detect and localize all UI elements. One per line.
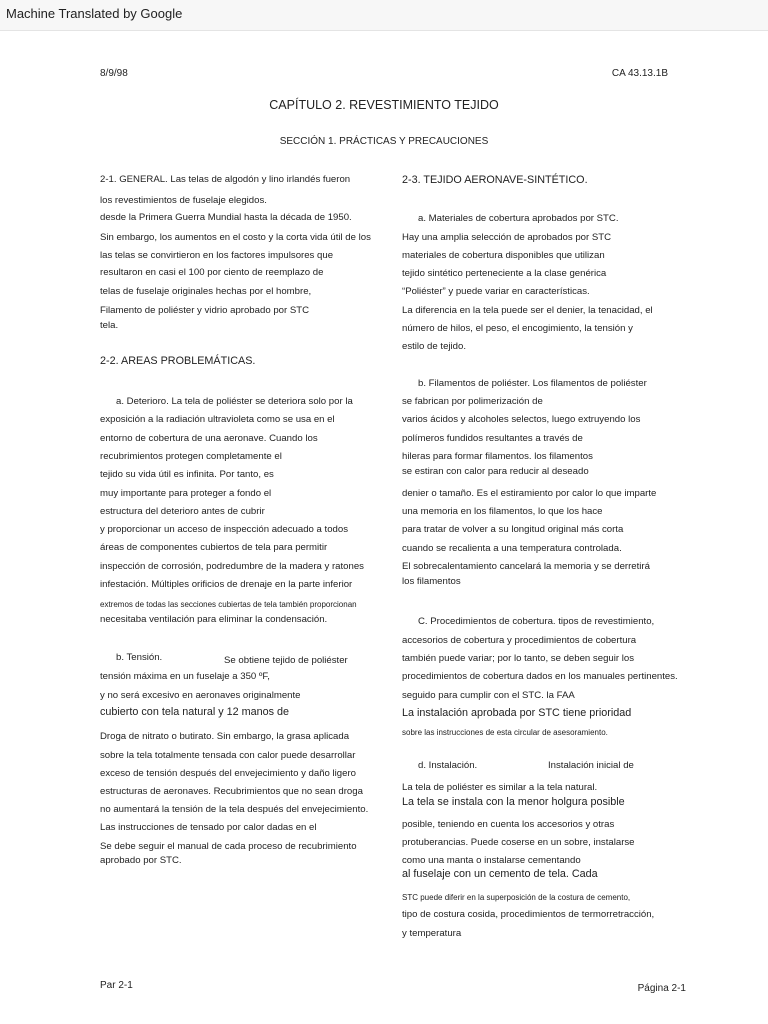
text-line: C. Procedimientos de cobertura. tipos de revestimiento,	[418, 616, 655, 627]
text-line: cubierto con tela natural y 12 manos de	[100, 706, 290, 718]
text-line: para tratar de volver a su longitud original más corta	[402, 524, 624, 535]
text-line: infestación. Múltiples orificios de drenaje en la parte inferior	[100, 579, 353, 590]
text-line: y proporcionar un acceso de inspección adecuado a todos	[100, 524, 349, 535]
text-line: número de hilos, el peso, el encogimiento, la tensión y	[402, 323, 633, 334]
text-line: La tela se instala con la menor holgura posible	[402, 796, 625, 808]
text-line: una memoria en los filamentos, lo que los hace	[402, 506, 603, 517]
text-line: “Poliéster” y puede variar en características.	[402, 286, 590, 297]
text-line: sobre las instrucciones de esta circular de asesoramiento.	[402, 728, 608, 737]
banner-text: Machine Translated by Google	[6, 6, 183, 21]
text-line: estructura del deterioro antes de cubrir	[100, 506, 265, 517]
text-line: necesitaba ventilación para eliminar la condensación.	[100, 614, 328, 625]
text-line: muy importante para proteger a fondo el	[100, 488, 272, 499]
section-title: SECCIÓN 1. PRÁCTICAS Y PRECAUCIONES	[279, 136, 489, 147]
text-line: tensión máxima en un fuselaje a 350 ºF,	[100, 671, 270, 682]
text-line: al fuselaje con un cemento de tela. Cada	[402, 868, 598, 880]
text-line: b. Tensión.	[116, 652, 163, 663]
text-line: estructuras de aeronaves. Recubrimientos que no sean droga	[100, 786, 363, 797]
text-line: La tela de poliéster es similar a la tela natural.	[402, 782, 598, 793]
header-document-code: CA 43.13.1B	[611, 68, 668, 79]
text-line: aprobado por STC.	[100, 855, 182, 866]
text-line: Sin embargo, los aumentos en el costo y la corta vida útil de los	[100, 232, 371, 243]
text-line: seguido para cumplir con el STC. la FAA	[402, 690, 575, 701]
text-line: a. Materiales de cobertura aprobados por STC.	[418, 213, 619, 224]
text-line: las telas se convirtieron en los factores impulsores que	[100, 250, 334, 261]
text-line: b. Filamentos de poliéster. Los filamentos de poliéster	[418, 378, 647, 389]
text-line: como una manta o instalarse cementando	[402, 855, 581, 866]
section-heading: 2-3. TEJIDO AERONAVE-SINTÉTICO.	[402, 174, 588, 186]
text-line: se estiran con calor para reducir al deseado	[402, 466, 589, 477]
text-line: Hay una amplia selección de aprobados por STC	[402, 232, 612, 243]
text-line: La instalación aprobada por STC tiene prioridad	[402, 707, 632, 719]
text-line: denier o tamaño. Es el estiramiento por calor lo que imparte	[402, 488, 657, 499]
footer-paragraph-ref: Par 2-1	[100, 980, 133, 991]
text-line: exposición a la radiación ultravioleta como se usa en el	[100, 414, 335, 425]
text-line: entorno de cobertura de una aeronave. Cuando los	[100, 433, 318, 444]
text-line: Se obtiene tejido de poliéster	[224, 655, 348, 666]
text-line: sobre la tela totalmente tensada con calor puede desarrollar	[100, 750, 356, 761]
text-line: se fabrican por polimerización de	[402, 396, 543, 407]
text-line: tejido sintético perteneciente a la clase genérica	[402, 268, 607, 279]
text-line: Se debe seguir el manual de cada proceso de recubrimiento	[100, 841, 357, 852]
text-line: STC puede diferir en la superposición de la costura de cemento,	[402, 893, 631, 902]
text-line: varios ácidos y alcoholes selectos, luego extruyendo los	[402, 414, 641, 425]
text-line: y no será excesivo en aeronaves originalmente	[100, 690, 301, 701]
text-line: polímeros fundidos resultantes a través de	[402, 433, 583, 444]
text-line: materiales de cobertura disponibles que utilizan	[402, 250, 605, 261]
text-line: telas de fuselaje originales hechas por el hombre,	[100, 286, 312, 297]
text-line: Las instrucciones de tensado por calor dadas en el	[100, 822, 317, 833]
text-line: procedimientos de cobertura dados en los manuales pertinentes.	[402, 671, 678, 682]
text-line: exceso de tensión después del envejecimiento y daño ligero	[100, 768, 357, 779]
text-line: posible, teniendo en cuenta los accesorios y otras	[402, 819, 615, 830]
text-line: tejido su vida útil es infinita. Por tanto, es	[100, 469, 274, 480]
text-line: también puede variar; por lo tanto, se deben seguir los	[402, 653, 634, 664]
text-line: Droga de nitrato o butirato. Sin embargo, la grasa aplicada	[100, 731, 350, 742]
text-line: desde la Primera Guerra Mundial hasta la década de 1950.	[100, 212, 352, 223]
text-line: cuando se recalienta a una temperatura controlada.	[402, 543, 622, 554]
text-line: tela.	[100, 320, 119, 331]
text-line: no aumentará la tensión de la tela después del envejecimiento.	[100, 804, 369, 815]
text-line: inspección de corrosión, podredumbre de la madera y ratones	[100, 561, 364, 572]
text-line: áreas de componentes cubiertos de tela para permitir	[100, 542, 328, 553]
text-line: los revestimientos de fuselaje elegidos.	[100, 195, 267, 206]
text-line: recubrimientos protegen completamente el	[100, 451, 282, 462]
text-line: 2-1. GENERAL. Las telas de algodón y lino irlandés fueron	[100, 174, 351, 185]
text-line: Filamento de poliéster y vidrio aprobado por STC	[100, 305, 310, 316]
chapter-title: CAPÍTULO 2. REVESTIMIENTO TEJIDO	[269, 98, 499, 112]
text-line: extremos de todas las secciones cubiertas de tela también proporcionan	[100, 600, 357, 609]
section-heading: 2-2. AREAS PROBLEMÁTICAS.	[100, 355, 256, 367]
text-line: estilo de tejido.	[402, 341, 466, 352]
text-line: Instalación inicial de	[548, 760, 634, 771]
text-line: protuberancias. Puede coserse en un sobre, instalarse	[402, 837, 635, 848]
text-line: resultaron en casi el 100 por ciento de reemplazo de	[100, 267, 324, 278]
header-date: 8/9/98	[100, 68, 128, 79]
text-line: tipo de costura cosida, procedimientos de termorretracción,	[402, 909, 655, 920]
text-line: d. Instalación.	[418, 760, 478, 771]
translation-banner	[0, 0, 768, 31]
text-line: los filamentos	[402, 576, 461, 587]
text-line: La diferencia en la tela puede ser el denier, la tenacidad, el	[402, 305, 653, 316]
text-line: El sobrecalentamiento cancelará la memoria y se derretirá	[402, 561, 650, 572]
text-line: y temperatura	[402, 928, 462, 939]
text-line: hileras para formar filamentos. los filamentos	[402, 451, 593, 462]
footer-page-number: Página 2-1	[637, 983, 686, 994]
text-line: a. Deterioro. La tela de poliéster se deteriora solo por la	[116, 396, 353, 407]
text-line: accesorios de cobertura y procedimientos de cobertura	[402, 635, 637, 646]
